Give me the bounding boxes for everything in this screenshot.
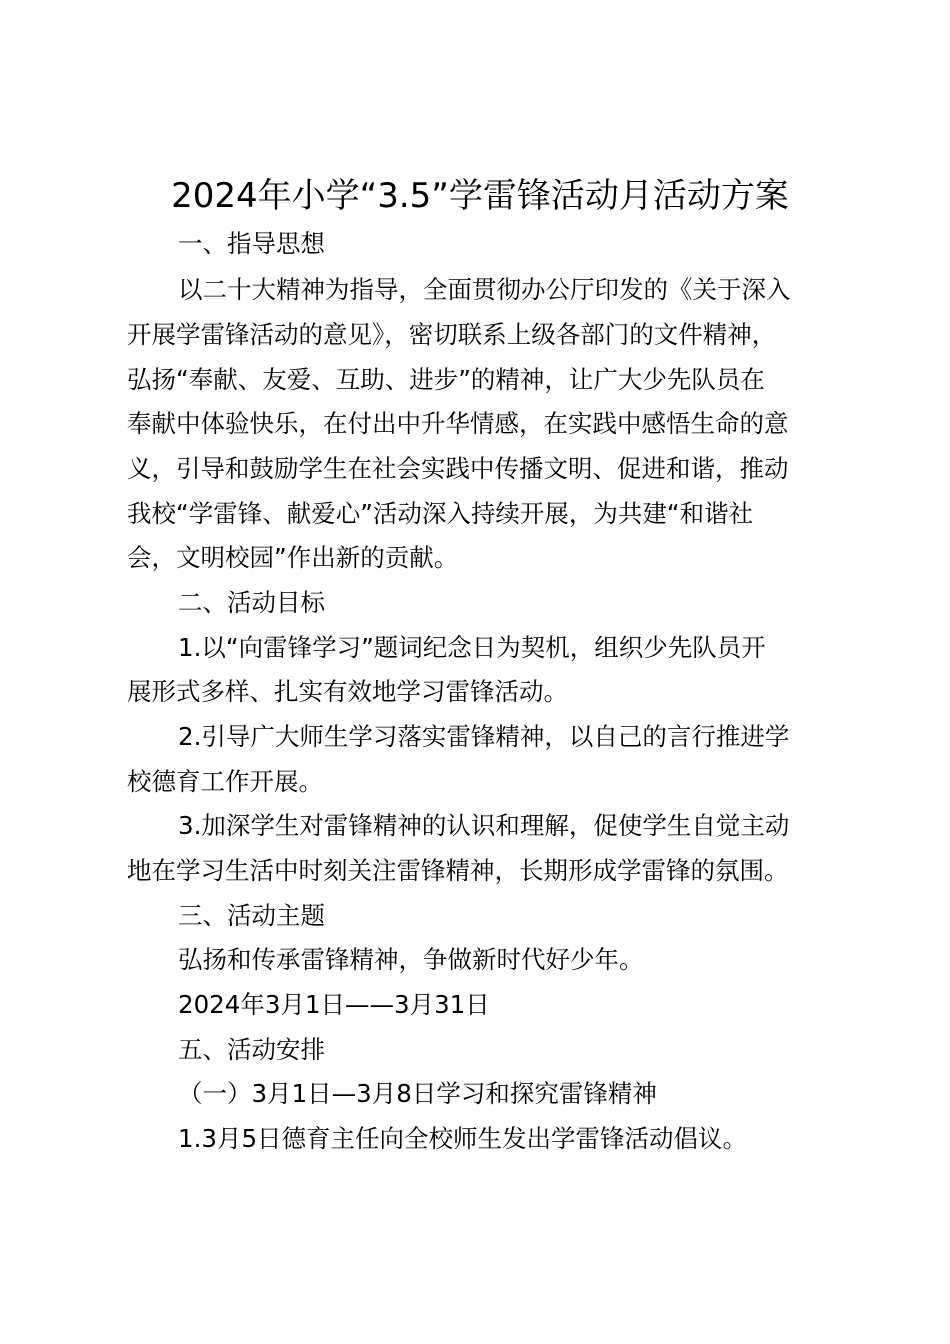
goal-item-line: 1.以“向雷锋学习”题词纪念日为契机，组织少先队员开	[178, 633, 766, 662]
heading-activity-goals: 二、活动目标	[178, 588, 325, 617]
heading-activity-schedule: 五、活动安排	[178, 1035, 325, 1064]
paragraph-line: 开展学雷锋活动的意见》，密切联系上级各部门的文件精神，	[127, 320, 777, 349]
paragraph-line: 弘扬“奉献、友爱、互助、进步”的精神，让广大少先队员在	[127, 365, 765, 394]
goal-item-line: 2.引导广大师生学习落实雷锋精神，以自己的言行推进学	[178, 722, 790, 751]
theme-text: 弘扬和传承雷锋精神，争做新时代好少年。	[178, 945, 644, 974]
heading-activity-theme: 三、活动主题	[178, 901, 325, 930]
heading-guiding-ideology: 一、指导思想	[178, 229, 325, 258]
schedule-item: 1.3月5日德育主任向全校师生发出学雷锋活动倡议。	[178, 1124, 748, 1153]
schedule-subheading: （一）3月1日—3月8日学习和探究雷锋精神	[178, 1079, 657, 1108]
goal-item-line: 校德育工作开展。	[127, 767, 323, 796]
document-title: 2024年小学“3.5”学雷锋活动月活动方案	[171, 176, 789, 216]
activity-period: 2024年3月1日——3月31日	[178, 990, 490, 1019]
paragraph-line: 奉献中体验快乐，在付出中升华情感，在实践中感悟生命的意	[127, 409, 789, 438]
goal-item-line: 地在学习生活中时刻关注雷锋精神，长期形成学雷锋的氛围。	[127, 856, 789, 885]
paragraph-line: 会，文明校园”作出新的贡献。	[127, 543, 459, 572]
paragraph-line: 以二十大精神为指导，全面贯彻办公厅印发的《关于深入	[178, 275, 791, 304]
goal-item-line: 3.加深学生对雷锋精神的认识和理解，促使学生自觉主动	[178, 811, 790, 840]
goal-item-line: 展形式多样、扎实有效地学习雷锋活动。	[127, 677, 568, 706]
paragraph-line: 义，引导和鼓励学生在社会实践中传播文明、促进和谐，推动	[127, 454, 789, 483]
paragraph-line: 我校“学雷锋、献爱心”活动深入持续开展，为共建“和谐社	[127, 499, 754, 528]
